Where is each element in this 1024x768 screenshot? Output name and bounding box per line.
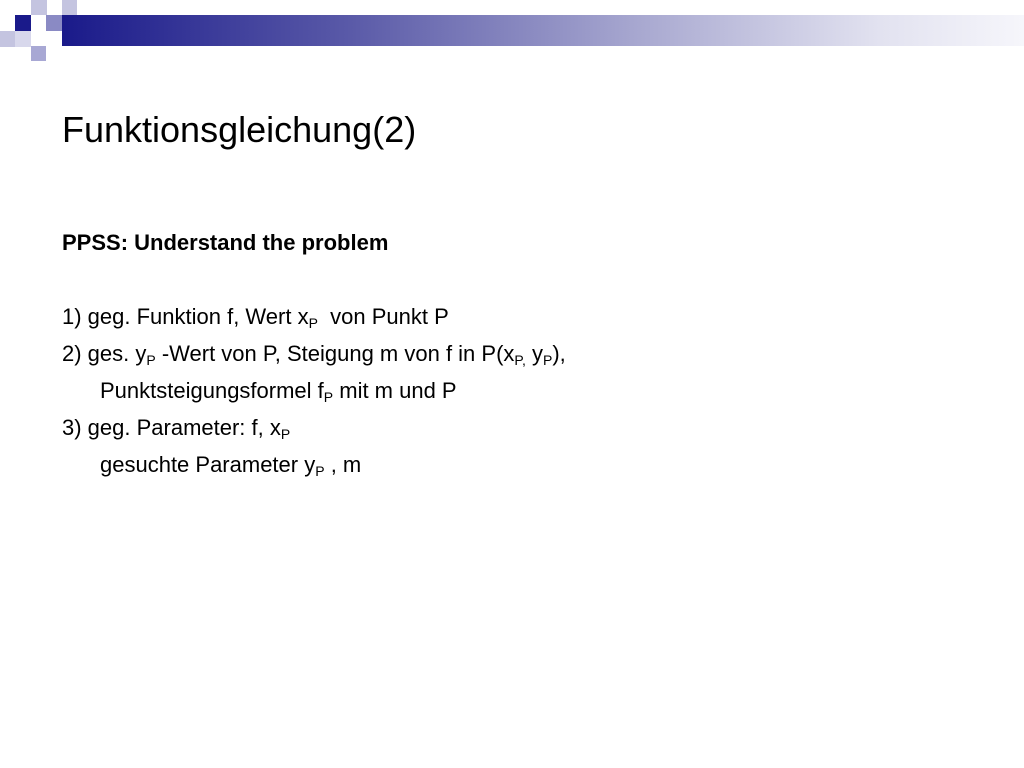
body-text: mit m und P [333, 378, 457, 403]
subscript-text: P [146, 352, 156, 368]
header-decoration [0, 0, 1024, 62]
body-text: 2) ges. y [62, 341, 147, 366]
deco-square-medium [46, 15, 62, 31]
deco-square-light [0, 31, 15, 47]
body-line-5 [100, 451, 361, 479]
body-text: gesuchte Parameter y [100, 452, 316, 477]
header-gradient-bar [62, 15, 1024, 46]
body-line-2 [62, 340, 566, 368]
body-line-4 [62, 414, 290, 442]
body-text: ), [552, 341, 566, 366]
body-text: 1) geg. Funktion f, Wert x [62, 304, 309, 329]
subscript-text: P [323, 389, 334, 405]
body-text: 3) geg. Parameter: f, x [62, 415, 281, 440]
body-text: Punktsteigungsformel f [100, 378, 324, 403]
deco-square-light [15, 31, 31, 47]
deco-square-light [62, 0, 77, 15]
subscript-text: P [315, 463, 325, 479]
deco-square-light [31, 0, 47, 15]
deco-square-medium [31, 46, 46, 61]
body-text: y [525, 341, 543, 366]
subscript-text: P [308, 315, 318, 331]
subscript-text: P, [514, 352, 526, 368]
subscript-text: P [280, 426, 291, 442]
body-text: von Punkt P [317, 304, 449, 329]
slide-heading: PPSS: Understand the problem [62, 230, 389, 255]
body-line-1 [62, 303, 449, 331]
slide-title: Funktionsgleichung(2) [62, 109, 417, 150]
subscript-text: P [542, 352, 553, 368]
body-text: -Wert von P, Steigung m von f in P(x [155, 341, 515, 366]
body-text: , m [324, 452, 362, 477]
body-line-3 [100, 377, 457, 405]
deco-square-dark [15, 15, 31, 31]
